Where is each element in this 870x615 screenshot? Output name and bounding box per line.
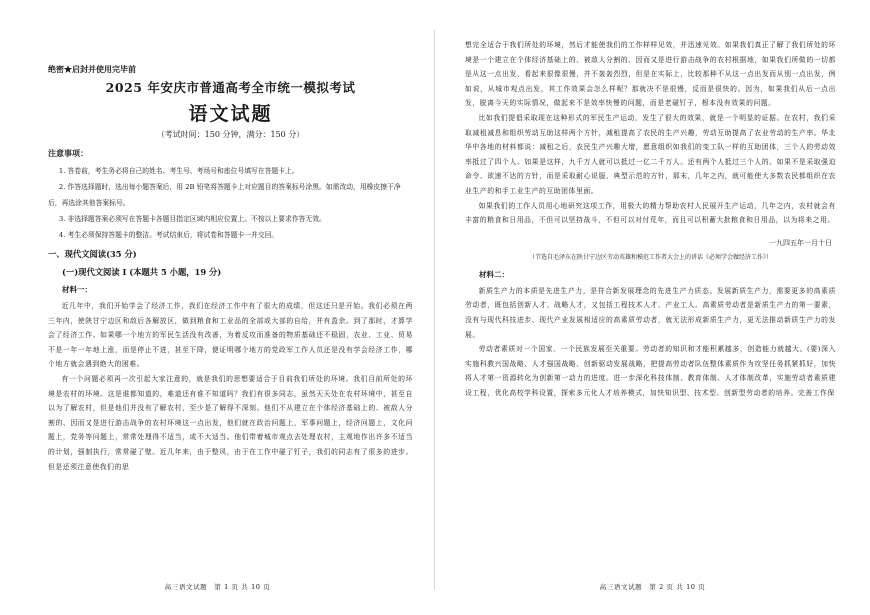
notice-item: 1. 答卷前，考生务必将自己的姓名、考生号、考场号和座位号填写在答题卡上。	[58, 167, 299, 175]
body-paragraph: 比如我们提倡采取现在这种形式的军民生产运动，发生了很大的效果，就是一个明显的证据。在农村，我们采取减租减息和组织劳动互助这样两个方针，减租提高了农民的生产兴趣，劳动互助提高了农业劳动的生产率。华北华中各地的材料都说：减租之后，农民生产兴趣大增，愿意组织如我们的变工队一样的互助团体，三个人的劳动效率抵过了四个人。如果是这样，九千万人就可以抵过一亿二千万人。还有两个人抵过三个人的。如果不是采取强迫命令、欲速不达的方针，而是采取耐心说服、典型示范的方针，那末，几年之内，就可能使大多数农民都组织在农业生产的和手工业生产的互助团体里面。	[465, 113, 836, 195]
body-paragraph: 近几年中，我们开始学会了经济工作，我们在经济工作中有了很大的成绩，但这还只是开始。我们必须在两三年内，使陕甘宁边区和敌后各解放区，做到粮食和工业品的全部或大部的自给，并有盈余。到了那时，才算学会了经济工作。如果哪一个地方的军民生活没有改善，为着反攻而准备的物质基础还不稳固，农业、工业、贸易不是一年一年地上涨，而是停止不进，甚至下降，便证明哪个地方的党政军工作人员还是没有学会经济工作，哪个地方就会遇到绝大的困难。	[48, 302, 413, 369]
subject-title: 语文试题	[188, 103, 273, 125]
confidential-label: 绝密★启封并使用完毕前	[48, 64, 136, 74]
body-paragraph: 有一个问题必须再一次引起大家注意的，就是我们的思想要适合于目前我们所处的环境。我们目前所处的环境是农村的环境。这是谁都知道的，难道还有谁不知道吗？我们有很多同志，虽然天天处在农村环境中，甚至自以为了解农村，但是他们并没有了解农村，至少是了解得不深刻。他们不从建立在个体经济基础上的、被敌人分割的、因而又是进行游击战争的农村环境这一点出发，他们就在政治问题上，军事问题上，经济问题上，文化问题上，党务等问题上，常常处理得不适当，或不大适当。他们带着城市观点去处理农村，主观地作出许多不适当的计划，强制执行，常常碰了壁。近几年来，由于整风，由于在工作中碰了钉子，我们的同志有了很多的进步。但是还须注意使我们的思	[48, 374, 413, 471]
material-label: 材料二：	[479, 269, 509, 279]
page-footer: 高三语文试题 第 1 页 共 10 页	[164, 583, 271, 591]
subsection-title: (一)现代文阅读 I (本题共 5 小题，19 分)	[62, 267, 222, 277]
body-paragraph: 劳动者素质对一个国家、一个民族发展至关重要。劳动者的知识和才能积累越多，创造能力就越大。(要)深入实施科教兴国战略、人才强国战略、创新驱动发展战略，把提高劳动者队伍整体素质作为攻坚任务抓紧抓好，加快将人才第一资源转化为创新第一动力的进度。进一步深化科技体制、教育体制、人才体制改革，实施劳动者素质建设工程，优化高校学科设置，探索多元化人才培养模式，加快知识型、技术型、创新型劳动者的培养。完善工作保	[465, 345, 836, 397]
section-title: 一、现代文阅读(35 分)	[48, 249, 137, 259]
material-label: 材料一：	[62, 285, 92, 294]
body-paragraph: 如果我们的工作人员用心地研究这项工作，用极大的精力帮助农村人民展开生产运动，几年之内，农村就会有丰富的粮食和日用品，不但可以坚持战斗，不但可以对付荒年，而且可以积蓄大批粮食和日用品，以为将来之用。	[465, 201, 836, 225]
notice-heading: 注意事项：	[48, 148, 88, 158]
source-citation: （节选自毛泽东在陕甘宁边区劳动英雄和模范工作者大会上的讲话《必须学会做经济工作》）	[528, 253, 772, 261]
notice-item: 3. 非选择题答案必须写在答题卡各题目指定区域内相应位置上。不按以上要求作答无效。	[58, 215, 326, 223]
page-footer: 高三语文试题 第 2 页 共 10 页	[599, 583, 706, 591]
body-paragraph: 新质生产力的本质是先进生产力，是符合新发展理念的先进生产力质态。发展新质生产力，需要更多的高素质劳动者，既包括创新人才、战略人才，又包括工程技术人才、产业工人。高素质劳动者是新质生产力的第一要素，没有与现代科技进步、现代产业发展相适应的高素质劳动者，就无法形成新质生产力，更无法推动新质生产力的发展。	[465, 286, 836, 339]
exam-info: （考试时间：150 分钟，满分：150 分）	[156, 130, 305, 139]
notice-item: 4. 考生必须保持答题卡的整洁。考试结束后，将试卷和答题卡一并交回。	[58, 231, 279, 239]
exam-title: 2025 年安庆市普通高考全市统一模拟考试	[105, 80, 356, 95]
exam-page-2	[435, 0, 870, 615]
speech-date: 一九四五年一月十日	[769, 238, 832, 247]
body-paragraph: 想完全适合于我们所处的环境，然后才能使我们的工作样样见效，并迅速见效。如果我们真正了解了我们所处的环境是一个建立在个体经济基础上的、被敌人分割的、因而又是进行游击战争的农村根据地，如果我们所做的一切都是从这一点出发，看起来很像很慢，并不轰轰烈烈，但是在实际上，比较那种不从这一点出发而从别一点出发，例如说，从城市观点出发，其工作效果会怎么样呢？那就决不是很慢，反而是很快的。因为，如果我们从后一点出发，脱离今天的实际情况，做起来不是效率快慢的问题，而是老碰钉子，根本没有效果的问题。	[465, 41, 836, 108]
notice-item: 2. 作答选择题时，选出每小题答案后，用 2B 铅笔将答题卡上对应题目的答案标号涂黑。如需改动，用橡皮擦干净后，再选涂其他答案标号。	[48, 183, 401, 207]
